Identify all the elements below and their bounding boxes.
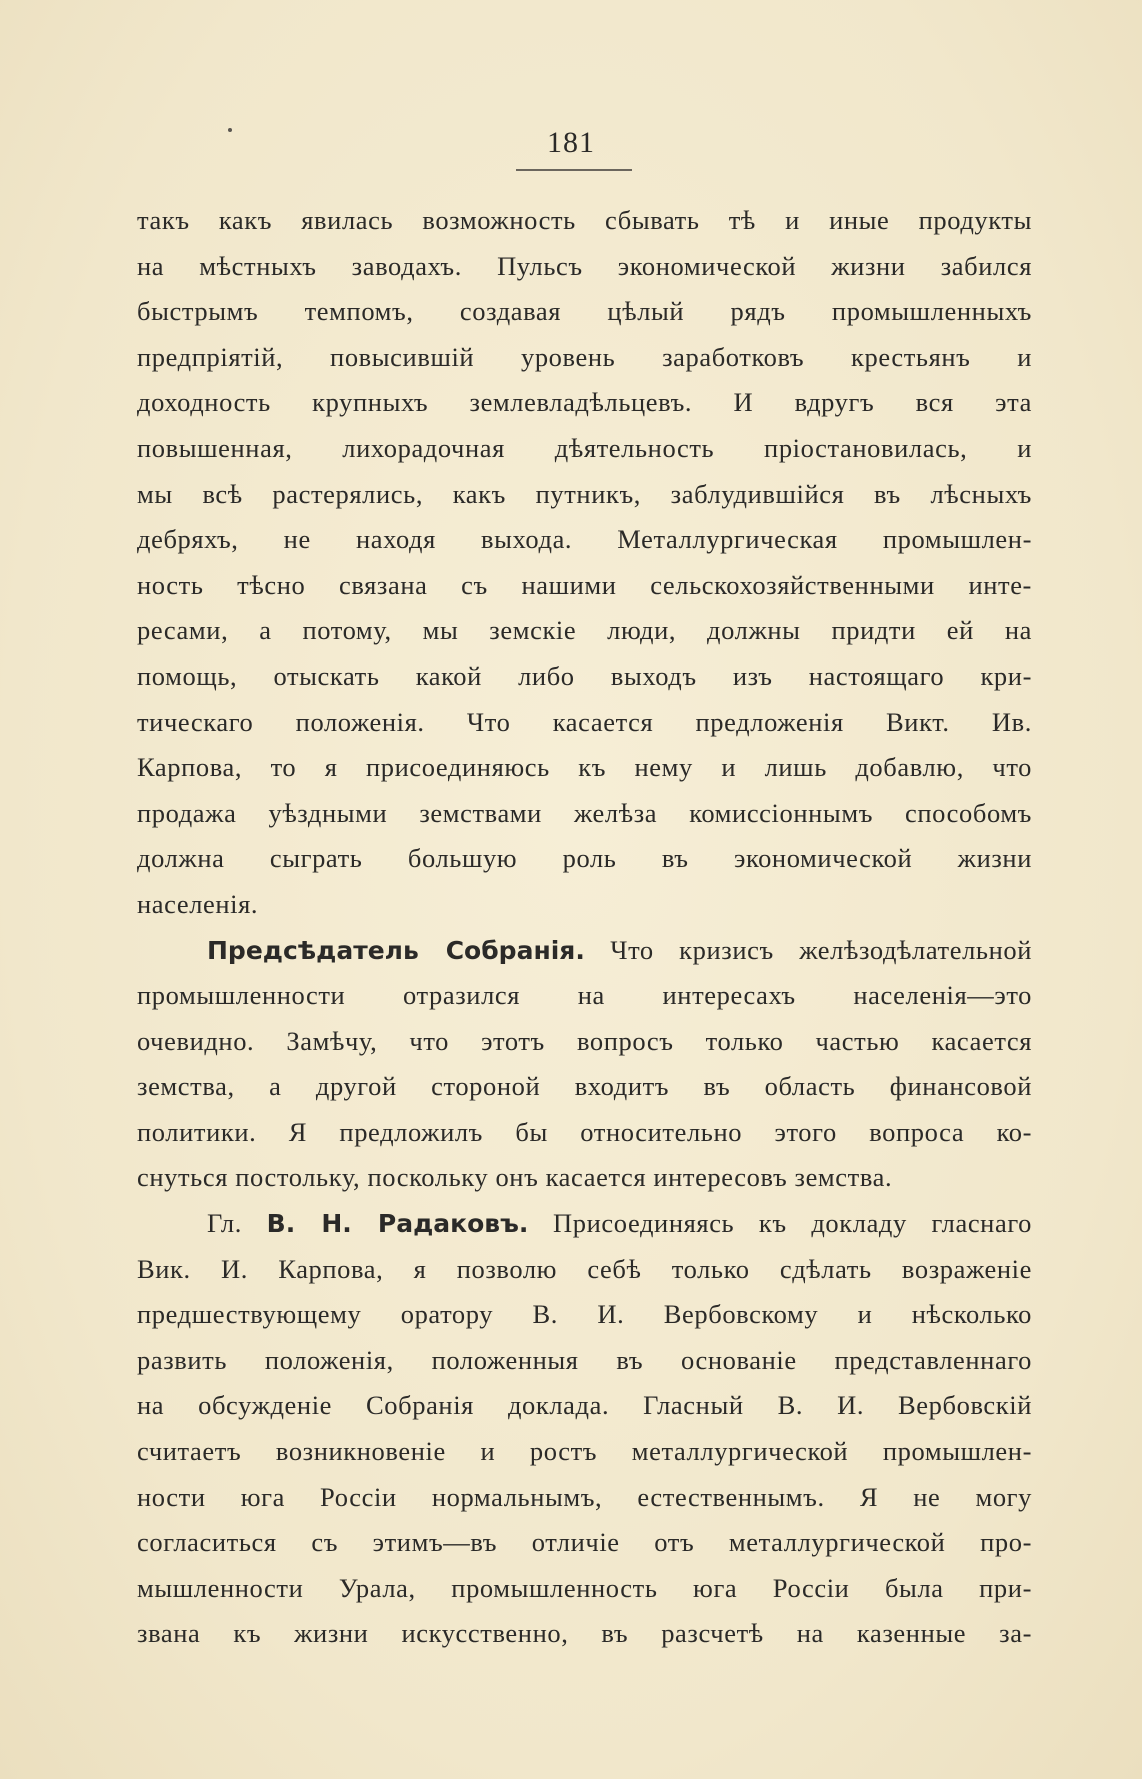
text-line: политики. Я предложилъ бы относительно этого вопроса ко- bbox=[137, 1116, 1032, 1147]
text-line: быстрымъ темпомъ, создавая цѣлый рядъ промышленныхъ bbox=[137, 296, 1032, 327]
text-line: тическаго положенія. Что касается предложенія Викт. Ив. bbox=[137, 706, 1032, 737]
paragraph-3 bbox=[137, 1247, 1032, 1657]
text-line: ресами, а потому, мы земскіе люди, должны придти ей на bbox=[137, 615, 1032, 646]
text-line: повышенная, лихорадочная дѣятельность пріостановилась, и bbox=[137, 432, 1032, 463]
paragraph-1 bbox=[137, 198, 1032, 928]
speaker-name: Предсѣдатель Собранія. bbox=[207, 935, 585, 965]
text-line: дебряхъ, не находя выхода. Металлургическая промышлен- bbox=[137, 524, 1032, 555]
text-line: продажа уѣздными земствами желѣза комиссіоннымъ способомъ bbox=[137, 797, 1032, 828]
text-line: Карпова, то я присоединяюсь къ нему и лишь добавлю, что bbox=[137, 752, 1032, 783]
paragraph-3-opening-text: Присоединяясь къ докладу гласнаго bbox=[528, 1208, 1032, 1239]
text-line: промышленности отразился на интересахъ населенія—это bbox=[137, 980, 1032, 1011]
text-line: помощь, отыскать какой либо выходъ изъ настоящаго кри- bbox=[137, 660, 1032, 691]
text-line: ности юга Россіи нормальнымъ, естественнымъ. Я не могу bbox=[137, 1481, 1032, 1512]
paragraph-2-opening-text: Что кризисъ желѣзодѣлательной bbox=[584, 934, 1032, 965]
body-text bbox=[137, 198, 1032, 1657]
text-line: звана къ жизни искусственно, въ разсчетѣ на казенные за- bbox=[137, 1618, 1032, 1649]
page-number: 181 bbox=[547, 126, 595, 159]
paragraph-2 bbox=[137, 973, 1032, 1201]
text-line: мы всѣ растерялись, какъ путникъ, заблудившійся въ лѣсныхъ bbox=[137, 478, 1032, 509]
speaker-name: В. Н. Радаковъ. bbox=[266, 1209, 529, 1239]
text-line: развить положенія, положенныя въ основаніе представленнаго bbox=[137, 1344, 1032, 1375]
text-line: на мѣстныхъ заводахъ. Пульсъ экономической жизни забился bbox=[137, 250, 1032, 281]
speaker-prefix: Гл. bbox=[207, 1208, 267, 1239]
text-line: считаетъ возникновеніе и ростъ металлургической промышлен- bbox=[137, 1436, 1032, 1467]
text-line: мышленности Урала, промышленность юга Россіи была при- bbox=[137, 1572, 1032, 1603]
text-line: должна сыграть большую роль въ экономической жизни bbox=[137, 843, 1032, 874]
text-line: Вик. И. Карпова, я позволю себѣ только сдѣлать возраженіе bbox=[137, 1253, 1032, 1284]
text-line: согласиться съ этимъ—въ отличіе отъ металлургической про- bbox=[137, 1527, 1032, 1558]
text-line: снуться постольку, поскольку онъ касается интересовъ земства. bbox=[137, 1162, 893, 1193]
text-line: такъ какъ явилась возможность сбывать тѣ и иные продукты bbox=[137, 205, 1032, 235]
paragraph-3-first-line bbox=[137, 1201, 1032, 1247]
text-line: доходность крупныхъ землевладѣльцевъ. И вдругъ вся эта bbox=[137, 387, 1032, 418]
header-rule bbox=[516, 169, 632, 171]
text-line: земства, а другой стороной входитъ въ область финансовой bbox=[137, 1071, 1032, 1102]
text-line: ность тѣсно связана съ нашими сельскохозяйственными инте- bbox=[137, 569, 1032, 600]
text-line: предшествующему оратору В. И. Вербовскому и нѣсколько bbox=[137, 1299, 1032, 1330]
text-line: очевидно. Замѣчу, что этотъ вопросъ только частью касается bbox=[137, 1025, 1032, 1056]
paragraph-2-first-line bbox=[137, 928, 1032, 974]
text-line: на обсужденіе Собранія доклада. Гласный В. И. Вербовскій bbox=[137, 1390, 1032, 1421]
text-line: населенія. bbox=[137, 888, 259, 919]
text-line: предпріятій, повысившій уровень заработковъ крестьянъ и bbox=[137, 341, 1032, 372]
